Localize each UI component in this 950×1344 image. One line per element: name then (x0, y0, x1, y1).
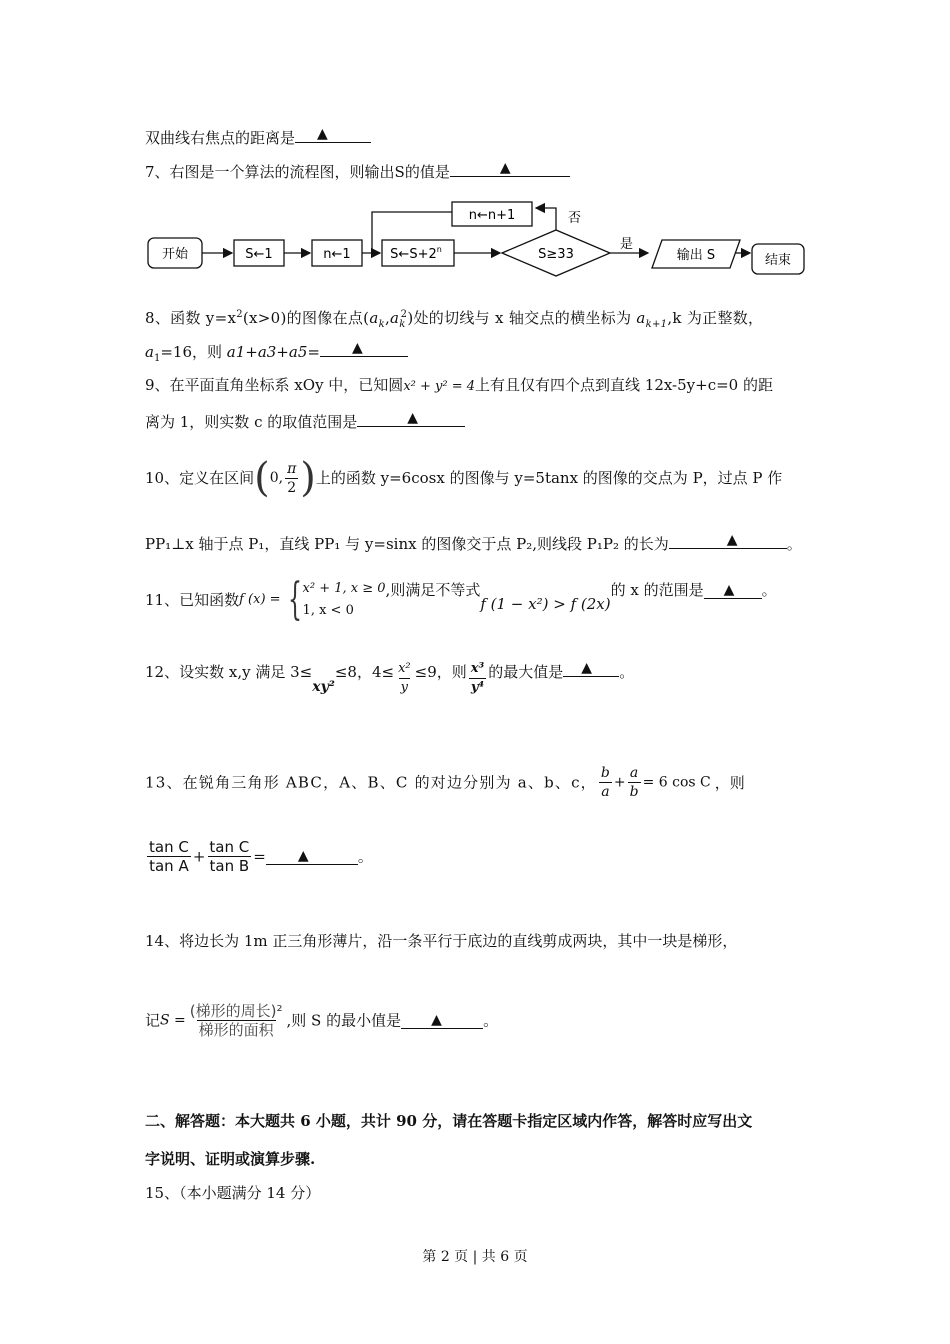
q10-line-1 (145, 455, 783, 501)
q14-text-b: ,则 S 的最小值是 (286, 1011, 402, 1030)
q15-line (145, 1182, 320, 1204)
q8-sup-2: 2 (236, 309, 243, 320)
answer-triangle: ▲ (317, 126, 328, 142)
f1-den: y (400, 680, 409, 695)
q11-inequality: f (1 − x²) > f (2x) (480, 595, 611, 613)
q10-text-a: 10、定义在区间 (145, 469, 255, 487)
b-den: b (629, 784, 639, 800)
q11-text-b: ,则满足不等式 (385, 581, 481, 599)
a-over-b (628, 764, 641, 801)
t1-num: tan C (149, 838, 189, 856)
increment-label: n←n+1 (468, 208, 516, 223)
algorithm-flowchart (140, 198, 820, 288)
q8-k2-sub: k (399, 319, 406, 330)
answer-blank (401, 1012, 483, 1029)
q11-line (145, 574, 777, 625)
q8-text-a: 8、函数 y=x (145, 309, 237, 327)
q8-text-e: ,k 为正整数， (667, 309, 764, 327)
answer-triangle: ▲ (581, 660, 592, 676)
q14-den: 梯形的面积 (198, 1021, 274, 1039)
end-label: 结束 (764, 253, 792, 268)
right-paren: ) (300, 455, 316, 501)
piecewise-cases (303, 578, 386, 622)
q8-line-1 (145, 304, 763, 336)
q8-text-2c: =16，则 (160, 343, 227, 361)
no-label: 否 (568, 211, 582, 226)
x2-over-y (396, 660, 413, 697)
q14-s-eq: S = (160, 1012, 186, 1029)
q8-a1-sub: 1 (153, 353, 161, 364)
q12-end: 。 (619, 663, 635, 681)
q14-text-1: 14、将边长为 1m 正三角形薄片，沿一条平行于底边的直线剪成两块，其中一块是梯形， (145, 932, 738, 950)
pi-over-two (285, 460, 298, 497)
section2-line-1 (145, 1110, 752, 1132)
q14-line-1 (145, 930, 737, 952)
q8-ak1: a (636, 309, 646, 327)
left-brace: { (287, 574, 302, 625)
q6-tail-text: 双曲线右焦点的距离是 (145, 129, 296, 147)
update-sup: n (436, 245, 442, 254)
q8-line-2 (145, 340, 408, 370)
f2-num: x³ (470, 661, 485, 676)
q8-eq: = (307, 343, 320, 361)
two-den: 2 (287, 479, 297, 496)
q10-text-b: 上的函数 y=6cosx 的图像与 y=5tanx 的图像的交点为 P，过点 P 作 (315, 469, 783, 487)
q11-fx: f (x) = (239, 592, 281, 607)
answer-blank (669, 532, 787, 549)
q8-a1: a (145, 343, 154, 361)
section2-text-2: 字说明、证明或演算步骤. (145, 1150, 316, 1168)
answer-triangle: ▲ (431, 1012, 442, 1028)
t2-den: tan B (209, 857, 250, 875)
q11-text-c: 的 x 的范围是 (610, 581, 704, 599)
q13-text-b: ，则 (714, 773, 745, 792)
answer-triangle: ▲ (723, 581, 735, 598)
update-label (390, 245, 442, 262)
s-init-label: S←1 (245, 247, 273, 262)
q8-k-sub: k (378, 319, 385, 330)
q14-end: 。 (483, 1011, 499, 1030)
answer-blank (450, 160, 570, 177)
q12-text-a: 12、设实数 x,y 满足 3≤ (145, 663, 313, 681)
q10-end: 。 (786, 535, 802, 553)
f2-den: y⁴ (470, 680, 485, 695)
q7-line (145, 160, 570, 183)
page-footer: 第 2 页 | 共 6 页 (422, 1249, 528, 1265)
case-2: 1, x < 0 (302, 603, 354, 618)
interval-zero: 0, (269, 470, 284, 486)
q8-comma: , (384, 309, 391, 327)
b-over-a (599, 764, 612, 801)
a-den: a (601, 784, 610, 800)
answer-blank (320, 340, 408, 357)
q8-k1-sub: k+1 (645, 319, 668, 330)
tanC-over-tanA (147, 838, 191, 875)
q9-text-2: 离为 1，则实数 c 的取值范围是 (145, 413, 358, 431)
q6-tail-line (145, 126, 371, 149)
q9-text-b: 上有且仅有四个点到直线 12x-5y+c=0 的距 (475, 376, 773, 394)
update-text: S←S+2 (390, 247, 437, 262)
q14-num: (梯形的周长)² (189, 1002, 283, 1020)
q8-ak2: a (390, 309, 400, 327)
q10-line-2 (145, 532, 802, 555)
output-label: 输出 S (676, 248, 716, 263)
plus-sign-2: + (192, 847, 206, 866)
section2-line-2 (145, 1148, 315, 1170)
t1-den: tan A (149, 857, 189, 875)
tanC-over-tanB (207, 838, 251, 875)
answer-triangle: ▲ (499, 160, 511, 176)
n-init-label: n←1 (323, 247, 351, 262)
q12-xy2: xy² (312, 679, 335, 695)
start-label: 开始 (161, 247, 189, 262)
case-1: x² + 1, x ≥ 0 (302, 581, 386, 596)
q13-line-2 (145, 838, 373, 875)
perimeter-over-area (188, 1002, 285, 1039)
left-paren: ( (254, 455, 270, 501)
q14-line-2 (145, 1002, 498, 1039)
q12-line (145, 660, 634, 697)
a-num: a (629, 765, 639, 781)
answer-triangle: ▲ (351, 340, 363, 356)
q15-text: 15、（本小题满分 14 分） (145, 1184, 321, 1202)
q12-text-b: ≤8，4≤ (334, 663, 395, 681)
q9-line-2 (145, 410, 465, 433)
q11-end: 。 (761, 581, 777, 599)
answer-triangle: ▲ (297, 848, 309, 864)
q10-text-2: PP₁⊥x 轴于点 P₁，直线 PP₁ 与 y=sinx 的图像交于点 P₂,则线段 P₁P₂ 的长为 (145, 535, 669, 553)
q7-text: 7、右图是一个算法的流程图，则输出S的值是 (145, 163, 450, 181)
answer-triangle: ▲ (726, 532, 738, 548)
q9-circle-eq: x² + y² = 4 (403, 379, 475, 394)
q9-line-1 (145, 374, 773, 398)
section2-text-1: 二、解答题：本大题共 6 小题，共计 90 分，请在答题卡指定区域内作答，解答时应写出文 (145, 1112, 753, 1130)
t2-num: tan C (209, 838, 250, 856)
q13-end: 。 (357, 847, 373, 866)
q8-sum: a1+a3+a5 (226, 343, 308, 361)
q8-sq-sup: 2 (400, 309, 408, 320)
answer-blank (357, 410, 465, 427)
q12-text-c: ≤9，则 (414, 663, 467, 681)
answer-triangle: ▲ (407, 410, 419, 426)
q14-ji: 记 (145, 1011, 161, 1030)
x3-over-y4 (469, 660, 486, 697)
q8-text-c: (x>0)的图像在点( (242, 309, 370, 327)
q8-ak: a (369, 309, 379, 327)
q8-text-d: )处的切线与 x 轴交点的横坐标为 (407, 309, 637, 327)
b-num: b (600, 765, 610, 781)
rhs: = 6 cos C (642, 774, 711, 791)
q13-text-a: 13、在锐角三角形 ABC，A、B、C 的对边分别为 a、b、c， (145, 773, 597, 792)
q12-text-d: 的最大值是 (488, 663, 564, 681)
answer-blank (266, 848, 358, 865)
q13-line-1 (145, 764, 745, 801)
yes-label: 是 (620, 237, 634, 252)
q13-eq: = (253, 847, 266, 866)
answer-blank (295, 126, 371, 143)
condition-label: S≥33 (538, 247, 574, 262)
plus-sign: + (613, 774, 626, 791)
q9-text-a: 9、在平面直角坐标系 xOy 中，已知圆 (145, 376, 404, 394)
pi-num: π (287, 460, 297, 477)
f1-num: x² (398, 661, 411, 676)
answer-blank (563, 660, 619, 677)
answer-blank (704, 582, 762, 599)
q11-text-a: 11、已知函数 (145, 591, 240, 609)
